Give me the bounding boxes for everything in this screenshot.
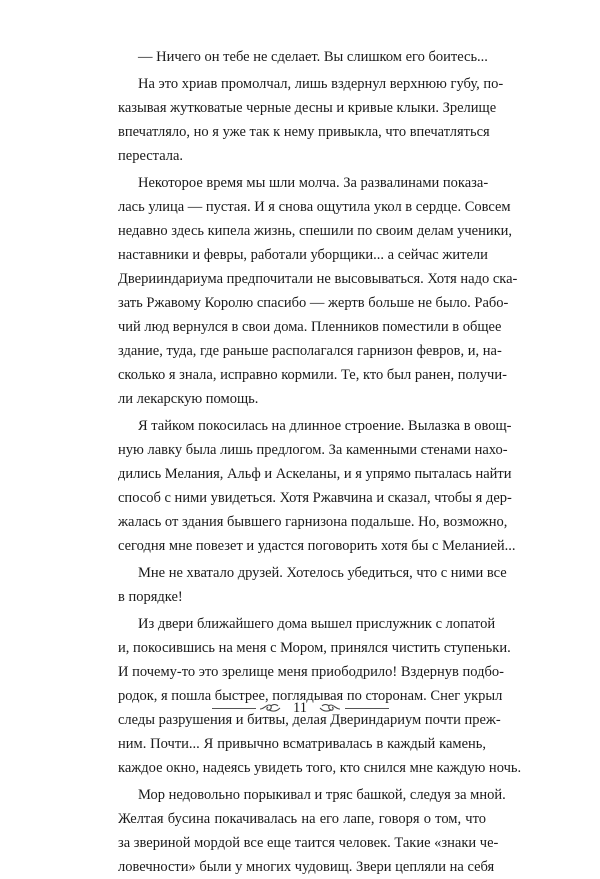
text-line: сегодня мне повезет и удастся поговорить хотя бы с Меланией... [118,538,516,554]
paragraph [118,45,486,69]
text-line: Некоторое время мы шли молча. За развалинами показа- [138,175,489,191]
text-line: дились Мелания, Альф и Аскеланы, и я упрямо пыталась найти [118,466,512,482]
text-line: за звериной мордой все еще таится человек. Такие «знаки че- [118,835,499,851]
text-line: Мне не хватало друзей. Хотелось убедиться, что с ними все [138,565,507,581]
text-line: сколько я знала, исправно кормили. Те, кто был ранен, получи- [118,367,507,383]
text-line: перестала. [118,148,184,164]
text-line: лась улица — пустая. И я снова ощутила укол в сердце. Совсем [118,199,511,215]
page-body-text [118,45,522,879]
paragraph [118,561,507,609]
text-line: здание, туда, где раньше располагался гарнизон февров, и, на- [118,343,502,359]
text-line: ную лавку была лишь предлогом. За каменными стенами нахо- [118,442,508,458]
text-line: ним. Почти... Я привычно всматривалась в каждый камень, [118,736,486,752]
paragraph [118,72,504,168]
text-line: наставники и февры, работали уборщики... а сейчас жители [118,247,488,263]
footer-rule-right [345,708,389,709]
footer-rule-left [212,708,256,709]
text-line: чий люд вернулся в свои дома. Пленников поместили в общее [118,319,502,335]
text-line: недавно здесь кипела жизнь, спешили по своим делам ученики, [118,223,513,239]
text-line: Мор недовольно порыкивал и тряс башкой, следуя за мной. [138,787,506,803]
text-line: Я тайком покосилась на длинное строение. Вылазка в овощ- [138,418,512,434]
text-line: каждое окно, надеясь увидеть того, кто снился мне каждую ночь. [118,760,522,776]
paragraph [118,171,518,411]
text-line: жалась от здания бывшего гарнизона подальше. Но, возможно, [118,514,508,530]
text-line: Желтая бусина покачивалась на его лапе, говоря о том, что [118,811,486,827]
page-number: 11 [293,700,307,716]
page-footer [0,696,600,720]
text-line: следы разрушения и битвы, делая Двериндариум почти преж- [118,712,501,728]
text-line: ловечности» были у многих чудовищ. Звери цепляли на себя [118,859,495,875]
text-line: зать Ржавому Королю спасибо — жертв больше не было. Рабо- [118,295,509,311]
paragraph [118,414,516,558]
flourish-left-icon [258,696,282,720]
text-line: в порядке! [118,589,183,605]
text-line: На это хриав промолчал, лишь вздернул верхнюю губу, по- [138,76,504,92]
flourish-right-icon [318,696,342,720]
text-line: Дверииндариума предпочитали не высовываться. Хотя надо ска- [118,271,518,287]
text-line: И почему-то это зрелище меня приободрило! Вздернув подбо- [118,664,504,680]
text-line: и, покосившись на меня с Мором, принялся чистить ступеньки. [118,640,511,656]
text-line: казывая жутковатые черные десны и кривые клыки. Зрелище [118,100,497,116]
text-line: ли лекарскую помощь. [118,391,259,407]
text-line: — Ничего он тебе не сделает. Вы слишком его боитесь... [138,49,488,65]
paragraph [118,783,506,879]
text-line: Из двери ближайшего дома вышел прислужник с лопатой [138,616,496,632]
text-line: способ с ними увидеться. Хотя Ржавчина и сказал, чтобы я дер- [118,490,512,506]
text-line: родок, я пошла быстрее, поглядывая по сторонам. Снег укрыл [118,688,503,704]
text-line: впечатляло, но я уже так к нему привыкла, что впечатляться [118,124,490,140]
